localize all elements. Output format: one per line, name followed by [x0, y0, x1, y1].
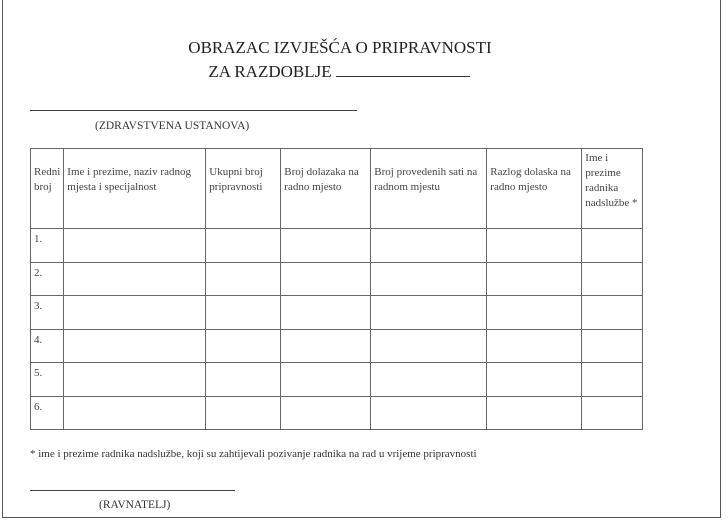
- cell[interactable]: [582, 396, 643, 430]
- header-hours: Broj provedenih sati na radnom mjestu: [371, 149, 487, 229]
- header-serial-number: Redni broj: [31, 149, 64, 229]
- cell[interactable]: [64, 262, 206, 296]
- cell[interactable]: [487, 329, 582, 363]
- cell[interactable]: [582, 363, 643, 397]
- cell[interactable]: [371, 329, 487, 363]
- table-row: [31, 329, 643, 363]
- cell[interactable]: [64, 229, 206, 263]
- director-label: (RAVNATELJ): [99, 499, 171, 511]
- row-number: 5.: [31, 363, 64, 397]
- cell[interactable]: [582, 329, 643, 363]
- cell[interactable]: [206, 262, 281, 296]
- cell[interactable]: [64, 363, 206, 397]
- table-row: [31, 363, 643, 397]
- period-label: ZA RAZDOBLJE: [208, 62, 332, 81]
- cell[interactable]: [487, 396, 582, 430]
- institution-label: (ZDRAVSTVENA USTANOVA): [95, 120, 250, 132]
- cell[interactable]: [281, 262, 371, 296]
- cell[interactable]: [281, 363, 371, 397]
- table-row: [31, 296, 643, 330]
- cell[interactable]: [281, 396, 371, 430]
- row-number: 1.: [31, 229, 64, 263]
- header-reason: Razlog dolaska na radno mjesto: [487, 149, 582, 229]
- cell[interactable]: [64, 329, 206, 363]
- header-total-oncall: Ukupni broj pripravnosti: [206, 149, 281, 229]
- row-number: 6.: [31, 396, 64, 430]
- report-table: [30, 148, 643, 430]
- row-number: 2.: [31, 262, 64, 296]
- period-blank-field[interactable]: [336, 62, 470, 77]
- cell[interactable]: [487, 296, 582, 330]
- row-number: 4.: [31, 329, 64, 363]
- cell[interactable]: [582, 229, 643, 263]
- header-supervisor: Ime i prezime radnika nadslužbe *: [582, 149, 643, 229]
- cell[interactable]: [487, 363, 582, 397]
- cell[interactable]: [281, 229, 371, 263]
- cell[interactable]: [206, 329, 281, 363]
- director-signature-line[interactable]: [30, 490, 235, 491]
- table-header-row: [31, 149, 643, 229]
- cell[interactable]: [206, 396, 281, 430]
- cell[interactable]: [371, 396, 487, 430]
- cell[interactable]: [582, 262, 643, 296]
- cell[interactable]: [371, 363, 487, 397]
- cell[interactable]: [281, 296, 371, 330]
- form-title: OBRAZAC IZVJEŠĆA O PRIPRAVNOSTI: [188, 38, 492, 57]
- header-name: Ime i prezime, naziv radnog mjesta i specijalnost: [64, 149, 206, 229]
- table-row: [31, 229, 643, 263]
- cell[interactable]: [371, 262, 487, 296]
- footnote: * ime i prezime radnika nadslužbe, koji su zahtijevali pozivanje radnika na rad u vrijeme pripravnosti: [30, 448, 477, 460]
- cell[interactable]: [487, 262, 582, 296]
- cell[interactable]: [281, 329, 371, 363]
- cell[interactable]: [206, 296, 281, 330]
- cell[interactable]: [64, 296, 206, 330]
- cell[interactable]: [582, 296, 643, 330]
- period-line: [0, 62, 703, 82]
- cell[interactable]: [487, 229, 582, 263]
- cell[interactable]: [371, 296, 487, 330]
- cell[interactable]: [371, 229, 487, 263]
- row-number: 3.: [31, 296, 64, 330]
- cell[interactable]: [206, 363, 281, 397]
- table-row: [31, 262, 643, 296]
- cell[interactable]: [206, 229, 281, 263]
- table-row: [31, 396, 643, 430]
- cell[interactable]: [64, 396, 206, 430]
- institution-signature-line[interactable]: [30, 110, 357, 111]
- header-arrivals: Broj dolazaka na radno mjesto: [281, 149, 371, 229]
